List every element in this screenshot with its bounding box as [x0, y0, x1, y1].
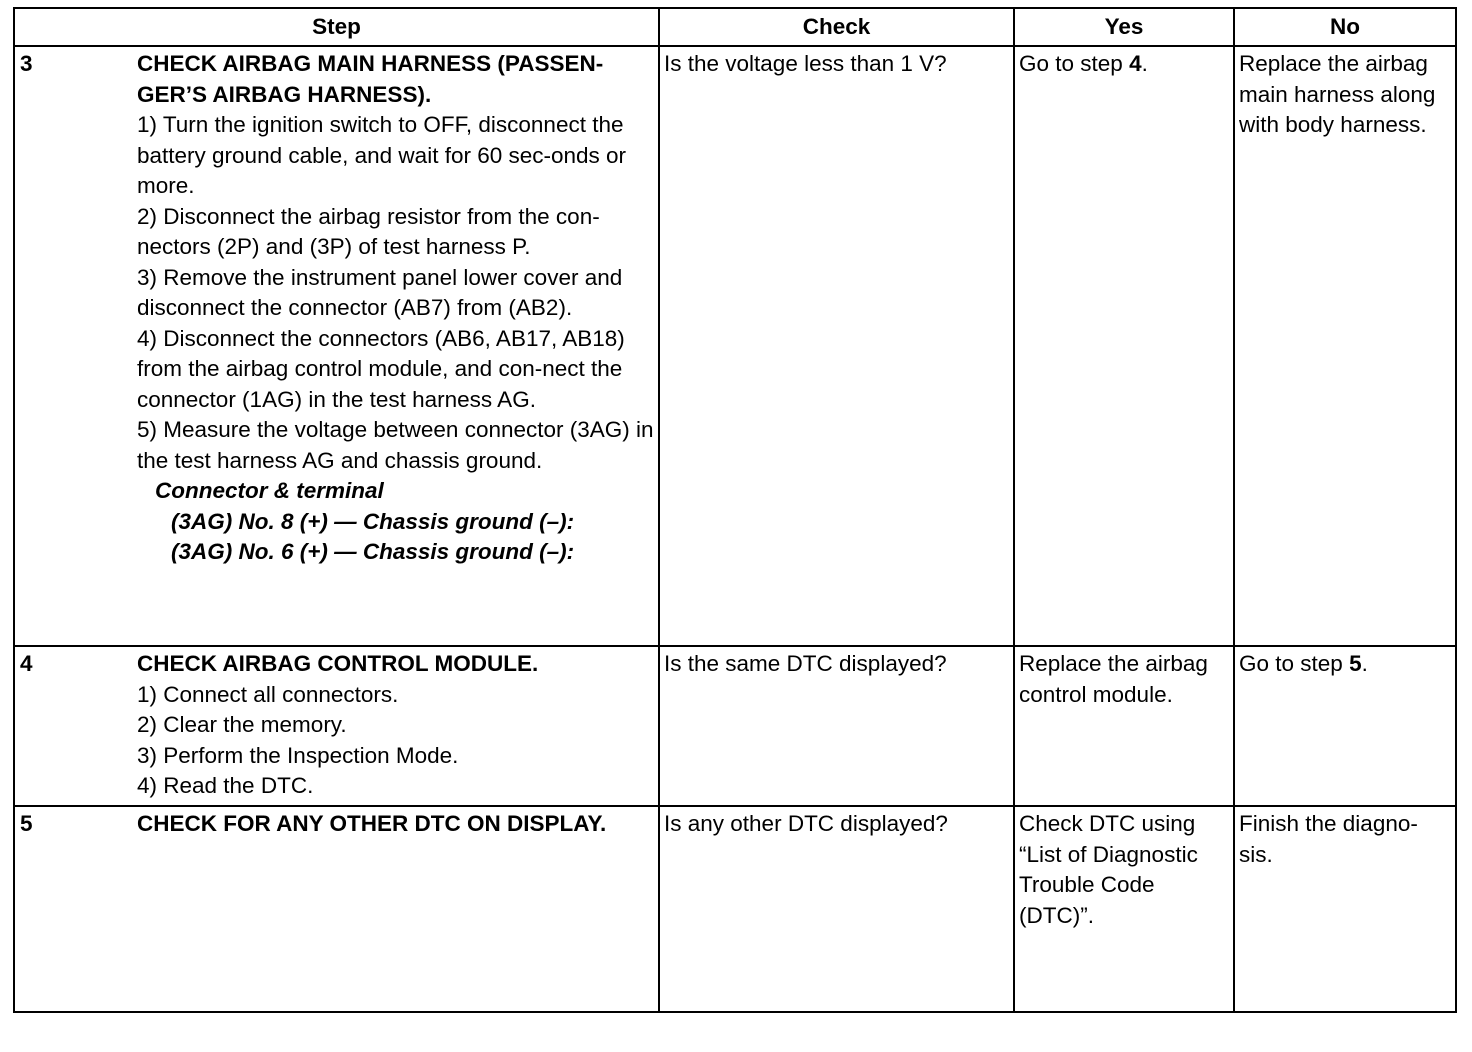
no-cell [1234, 646, 1456, 806]
yes-text: Go to step [1019, 51, 1130, 76]
header-yes: Yes [1014, 8, 1234, 46]
substep: 1) Turn the ignition switch to OFF, disconnect the battery ground cable, and wait for 60 sec-onds or more. [137, 112, 627, 198]
no-cell: Replace the airbag main harness along with body harness. [1234, 46, 1456, 646]
header-row [14, 8, 1456, 46]
spec-line: (3AG) No. 6 (+) — Chassis ground (–): [171, 539, 575, 564]
substep: 5) Measure the voltage between connector (3AG) in the test harness AG and chassis ground. [137, 417, 654, 473]
substep: 3) Remove the instrument panel lower cover and disconnect the connector (AB7) from (AB2). [137, 264, 623, 320]
substep: 1) Connect all connectors. [137, 681, 399, 707]
substep: 4) Disconnect the connectors (AB6, AB17, AB18) from the airbag control module, and con-nect the connector (1AG) in the test harness AG. [137, 325, 625, 412]
step-title: CHECK FOR ANY OTHER DTC ON DISPLAY. [137, 811, 607, 836]
table-row [14, 806, 1456, 1012]
substep: 2) Disconnect the airbag resistor from the con-nectors (2P) and (3P) of test harness P. [137, 203, 600, 259]
yes-cell: Replace the airbag control module. [1014, 646, 1234, 806]
check-cell: Is the same DTC displayed? [659, 646, 1014, 806]
table-row [14, 646, 1456, 806]
table-row [14, 46, 1456, 646]
step-reference: 5 [1349, 651, 1362, 676]
header-step: Step [14, 8, 659, 46]
step-number: 4 [20, 651, 33, 676]
substep: 4) Read the DTC. [137, 773, 314, 798]
header-no: No [1234, 8, 1456, 46]
yes-suffix: . [1141, 51, 1148, 76]
no-text: Go to step [1239, 651, 1350, 676]
diagnostic-table [13, 7, 1457, 1013]
check-cell: Is any other DTC displayed? [659, 806, 1014, 1012]
step-number: 5 [20, 811, 33, 836]
no-cell: Finish the diagno-sis. [1234, 806, 1456, 1012]
step-cell [14, 46, 659, 646]
no-suffix: . [1361, 651, 1368, 676]
spec-heading: Connector & terminal [155, 478, 384, 503]
header-check: Check [659, 8, 1014, 46]
step-reference: 4 [1129, 51, 1142, 76]
substep: 2) Clear the memory. [137, 712, 347, 737]
step-title: CHECK AIRBAG MAIN HARNESS (PASSEN-GER’S AIRBAG HARNESS). [137, 51, 604, 107]
step-number: 3 [20, 51, 33, 76]
check-cell: Is the voltage less than 1 V? [659, 46, 1014, 646]
step-cell [14, 806, 659, 1012]
step-cell [14, 646, 659, 806]
spec-line: (3AG) No. 8 (+) — Chassis ground (–): [171, 508, 575, 534]
substep: 3) Perform the Inspection Mode. [137, 742, 459, 768]
yes-cell [1014, 46, 1234, 646]
yes-cell: Check DTC using “List of Diagnostic Trouble Code (DTC)”. [1014, 806, 1234, 1012]
step-title: CHECK AIRBAG CONTROL MODULE. [137, 651, 539, 676]
